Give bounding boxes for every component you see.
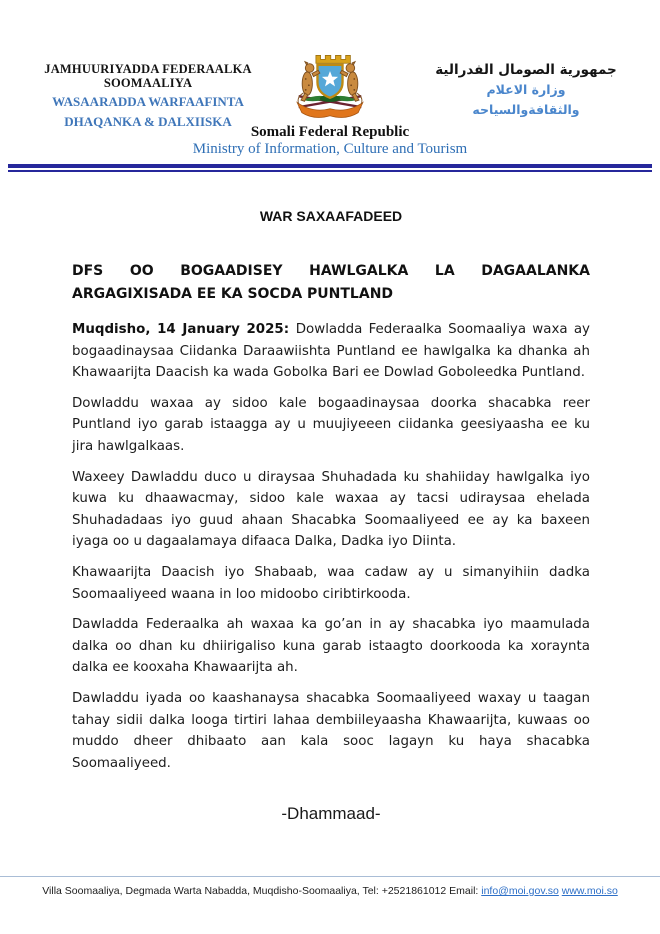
press-release-paragraph-1 (72, 319, 590, 384)
press-release-body (72, 208, 590, 841)
dateline: Muqdisho, 14 January 2025: (72, 322, 296, 337)
paragraph-1-text: Dowladda Federaalka Soomaaliya waxa ay bogaadinaysaa Ciidanka Daraawiishta Puntland ee hawlgalka ka dhanka ah Khawaarijta Daacish ka wada Gobolka Bari ee Dowlad Goboleedka Puntland. (72, 322, 590, 381)
ministry-name-arabic-line1: وزارة الاعلام (486, 82, 566, 97)
republic-name-line2: SOOMAALIYA (103, 76, 193, 90)
press-release-paragraph-3: Waxeey Dawladdu duco u diraysaa Shuhadada ku shahiiday hawlgalka iyo kuwa ku dhaawacmay, sidoo kale waxaa ay tacsi udiraysaa ehelada Shuhadadaas iyo guud ahaan Shacabka Soomaaliyeed ee ay ka baxeen iyaga oo u dagaalamaya difaaca Dalka, Dadka iyo Diinta. (72, 469, 590, 550)
press-release-paragraph-5: Dawladda Federaalka ah waxaa ka go’an in ay shacabka iyo maamulada dalka oo dhan ku dhiirigaliso kuna garab istaagto doorkooda ka xoraynta dalka ee kooxaha Khawaarijta ah. (72, 617, 590, 676)
press-release-paragraph-2: Dowladdu waxaa ay sidoo kale bogaadinaysaa doorka shacabka reer Puntland iyo garab istaagga ay u muujiyeeen ciidanka geesiyaasha ee ku jira hawlgalkaas. (72, 395, 590, 454)
ministry-name-somali-line1: WASAARADDA WARFAAFINTA (52, 94, 244, 109)
letterhead-divider (8, 164, 652, 172)
footer-divider (0, 876, 660, 877)
ministry-name-arabic-line2: والثقافةوالسياحه (472, 102, 580, 117)
footer-address: Villa Soomaaliya, Degmada Warta Nabadda, Muqdisho-Soomaaliya, Tel: +2521861012 Email: (42, 885, 482, 897)
press-release-headline: DFS OO BOGAADISEY HAWLGALKA LA DAGAALANKA ARGAGIXISADA EE KA SOCDA PUNTLAND (72, 263, 590, 302)
somali-coat-of-arms (283, 50, 377, 122)
republic-name-arabic: جمهورية الصومال الفدرالية (435, 62, 617, 78)
ministry-name-english: Ministry of Information, Culture and Tourism (192, 141, 468, 157)
press-release-paragraph-4: Khawaarijta Daacish iyo Shabaab, waa cadaw ay u simanyihiin dadka Soomaaliyeed waana in loo midoobo ciribtirkooda. (72, 564, 590, 602)
footer-email-link[interactable]: info@moi.gov.so (481, 885, 559, 897)
press-release-kicker: WAR SAXAAFADEED (259, 208, 403, 224)
press-release-paragraph-6: Dawladdu iyada oo kaashanaysa shacabka Soomaaliyeed waxay u taagan tahay sidii dalka looga tirtiri lahaa dembiileyaasha Khawaarijta, kuwaas oo muddo dheer dhibaato aan kala sooc lagayn ku haya shacabka Soomaaliyeed. (72, 690, 590, 771)
footer-website-link[interactable]: www.moi.so (561, 885, 618, 897)
letterhead-arabic-block (414, 60, 638, 120)
end-marker: -Dhammaad- (281, 804, 381, 824)
letterhead-somali-block (26, 62, 270, 129)
republic-name-english: Somali Federal Republic (250, 124, 410, 140)
ministry-name-somali-line2: DHAQANKA & DALXIISKA (64, 113, 232, 129)
footer-contact-line (0, 885, 660, 897)
republic-name-line1: JAMHUURIYADDA FEDERAALKA (44, 62, 252, 76)
